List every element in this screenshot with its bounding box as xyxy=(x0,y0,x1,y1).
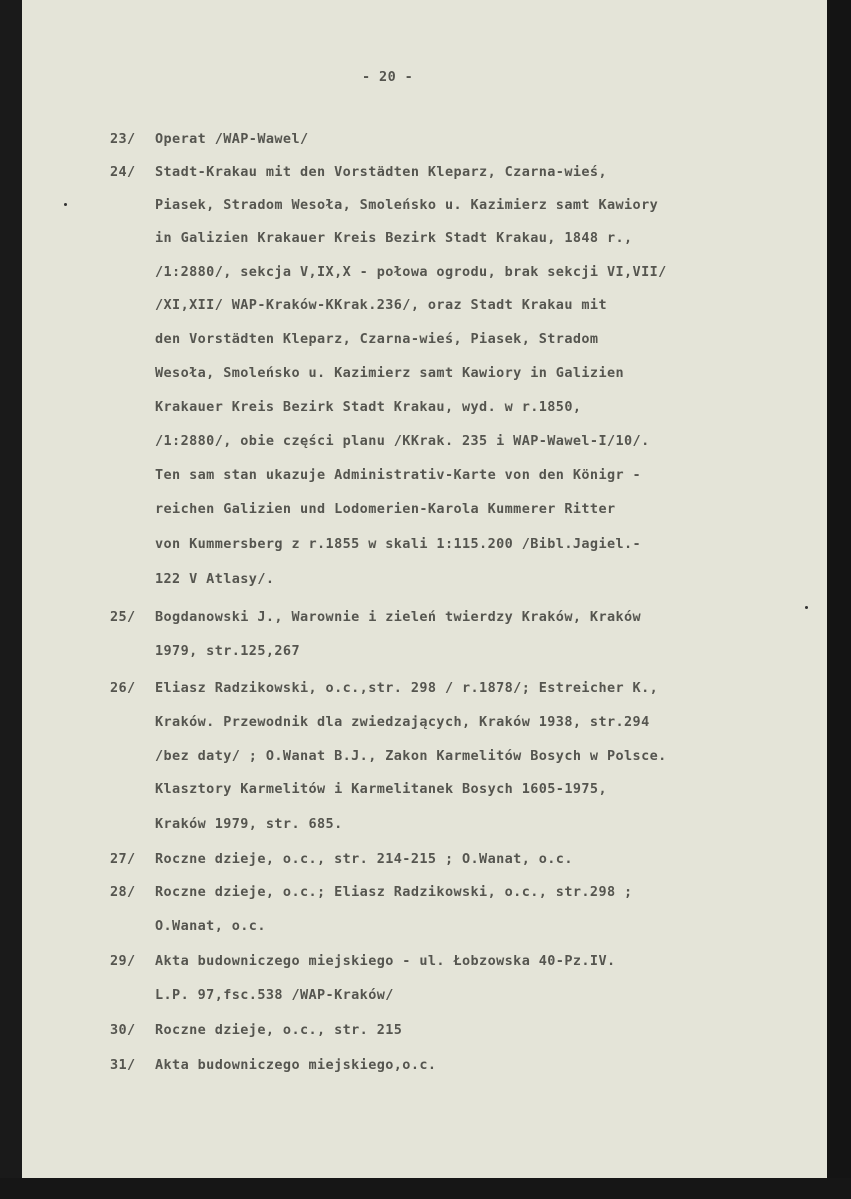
footnote-line: Kraków. Przewodnik dla zwiedzających, Kraków 1938, str.294 xyxy=(155,714,650,730)
footnote-line: Stadt-Krakau mit den Vorstädten Kleparz, Czarna-wieś, xyxy=(155,164,607,180)
footnote-line: /1:2880/, obie części planu /KKrak. 235 i WAP-Wawel-I/10/. xyxy=(155,433,650,449)
footnote-line: /1:2880/, sekcja V,IX,X - połowa ogrodu, brak sekcji VI,VII/ xyxy=(155,264,667,280)
footnote-number: 29/ xyxy=(110,953,136,969)
paper-speck xyxy=(64,203,67,206)
footnote-line: 1979, str.125,267 xyxy=(155,643,300,659)
footnote-line: /XI,XII/ WAP-Kraków-KKrak.236/, oraz Stadt Krakau mit xyxy=(155,297,607,313)
footnote-line: Bogdanowski J., Warownie i zieleń twierdzy Kraków, Kraków xyxy=(155,609,642,625)
document-page xyxy=(22,0,827,1178)
footnote-line: den Vorstädten Kleparz, Czarna-wieś, Piasek, Stradom xyxy=(155,331,599,347)
footnote-number: 31/ xyxy=(110,1057,136,1073)
footnote-line: Roczne dzieje, o.c., str. 215 xyxy=(155,1022,403,1038)
footnote-line: Eliasz Radzikowski, o.c.,str. 298 / r.1878/; Estreicher K., xyxy=(155,680,659,696)
footnote-line: Krakauer Kreis Bezirk Stadt Krakau, wyd. w r.1850, xyxy=(155,399,582,415)
footnote-line: Wesoła, Smoleńsko u. Kazimierz samt Kawiory in Galizien xyxy=(155,365,625,381)
footnote-number: 30/ xyxy=(110,1022,136,1038)
footnote-number: 27/ xyxy=(110,851,136,867)
footnote-line: /bez daty/ ; O.Wanat B.J., Zakon Karmelitów Bosych w Polsce. xyxy=(155,748,667,764)
footnote-line: O.Wanat, o.c. xyxy=(155,918,266,934)
scan-right-border xyxy=(827,0,851,1199)
footnote-line: Klasztory Karmelitów i Karmelitanek Bosych 1605-1975, xyxy=(155,781,607,797)
footnote-number: 26/ xyxy=(110,680,136,696)
footnote-number: 23/ xyxy=(110,131,136,147)
footnote-number: 28/ xyxy=(110,884,136,900)
footnote-line: in Galizien Krakauer Kreis Bezirk Stadt Krakau, 1848 r., xyxy=(155,230,633,246)
footnote-line: Akta budowniczego miejskiego,o.c. xyxy=(155,1057,437,1073)
footnote-line: Roczne dzieje, o.c.; Eliasz Radzikowski, o.c., str.298 ; xyxy=(155,884,633,900)
footnote-line: von Kummersberg z r.1855 w skali 1:115.200 /Bibl.Jagiel.- xyxy=(155,536,642,552)
footnote-line: Akta budowniczego miejskiego - ul. Łobzowska 40-Pz.IV. xyxy=(155,953,616,969)
footnote-line: L.P. 97,fsc.538 /WAP-Kraków/ xyxy=(155,987,394,1003)
footnote-number: 25/ xyxy=(110,609,136,625)
paper-speck xyxy=(805,606,808,609)
footnote-line: Operat /WAP-Wawel/ xyxy=(155,131,309,147)
page-number: - 20 - xyxy=(362,69,414,85)
footnote-line: Roczne dzieje, o.c., str. 214-215 ; O.Wanat, o.c. xyxy=(155,851,573,867)
scan-bottom-border xyxy=(0,1178,851,1199)
scan-left-border xyxy=(0,0,22,1199)
footnote-line: Piasek, Stradom Wesoła, Smoleńsko u. Kazimierz samt Kawiory xyxy=(155,197,659,213)
footnote-number: 24/ xyxy=(110,164,136,180)
footnote-line: reichen Galizien und Lodomerien-Karola Kummerer Ritter xyxy=(155,501,616,517)
footnote-line: Ten sam stan ukazuje Administrativ-Karte von den Königr - xyxy=(155,467,642,483)
footnote-line: 122 V Atlasy/. xyxy=(155,571,275,587)
footnote-line: Kraków 1979, str. 685. xyxy=(155,816,343,832)
